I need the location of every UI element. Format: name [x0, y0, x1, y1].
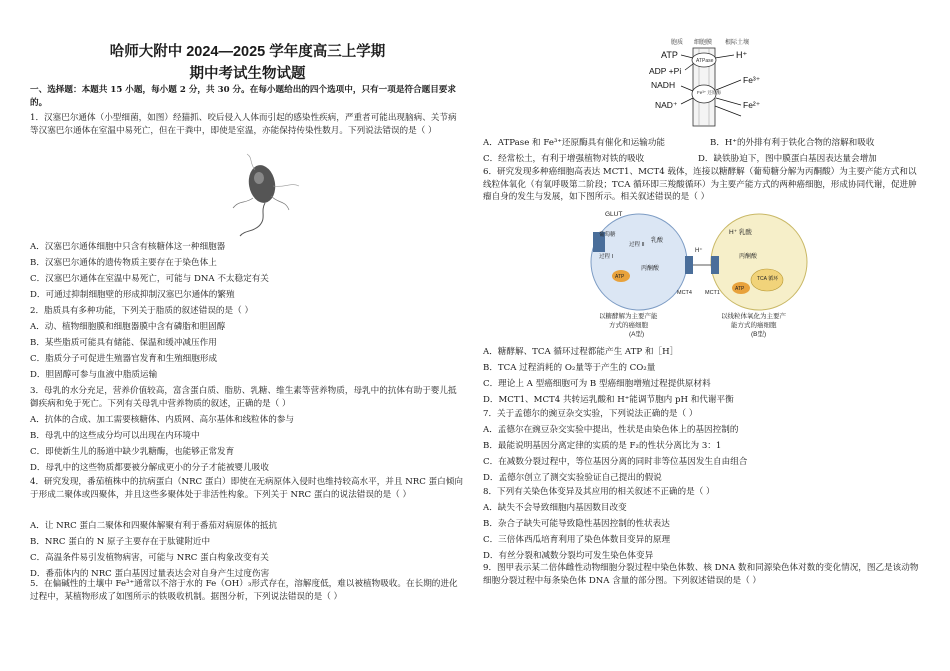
q8-stem: 8．下列有关染色体变异及其应用的相关叙述不正确的是（ ） [483, 487, 715, 497]
q1-option-c[interactable]: C．汉塞巴尔通体在室温中易死亡，可能与 DNA 不太稳定有关 [30, 274, 269, 284]
fig5-label-soil: 根际土壤 [725, 40, 750, 46]
fig5-label-nad: NAD⁺ [655, 100, 678, 110]
section-heading: 一、选择题：本题共 15 小题，每小题 2 分，共 30 分。在每小题给出的四个选项中，只有一项是符合题目要求的。 [30, 85, 456, 108]
fig6-label-proc1: 过程 I [599, 254, 614, 260]
q4-option-b[interactable]: B．NRC 蛋白的 N 原子主要存在于肽键附近中 [30, 537, 211, 547]
q2-option-d[interactable]: D．胆固醇可参与血液中脂质运输 [30, 370, 158, 380]
fig6-label-mct4: MCT4 [677, 290, 692, 296]
fig5-label-nadh: NADH [651, 80, 676, 90]
q8-option-c[interactable]: C．三倍体西瓜培育利用了染色体数目变异的原理 [483, 535, 671, 545]
fig5-label-atp: ATP [661, 50, 678, 60]
fig5-label-atpase: ATPase [696, 58, 714, 64]
q6-option-d[interactable]: D．MCT1、MCT4 共转运乳酸和 H⁺能调节胞内 pH 和代谢平衡 [483, 395, 734, 405]
fig6-caption-b2: 能方式的癌细胞 [731, 322, 777, 329]
fig6-label-mct1: MCT1 [705, 290, 720, 296]
fig6-label-proc2: 过程 II [629, 242, 645, 248]
fig6-caption-a1: 以糖酵解为主要产能 [599, 313, 658, 320]
q4-option-a[interactable]: A．让 NRC 蛋白二聚体和四聚体解聚有利于番茄对病原体的抵抗 [30, 521, 278, 531]
fig6-label-atp-b: ATP [735, 286, 745, 292]
q7-option-b[interactable]: B．最能说明基因分离定律的实质的是 F₂的性状分离比为 3：1 [483, 441, 722, 451]
q7-option-c[interactable]: C．在减数分裂过程中，等位基因分离的同时非等位基因发生自由组合 [483, 457, 748, 467]
fig6-label-lactate-a: 乳酸 [651, 238, 664, 244]
q4-option-d[interactable]: D．番茄体内的 NRC 蛋白基因过量表达会对自身产生过度伤害 [30, 569, 270, 579]
fig6-label-pyruvate-a: 丙酮酸 [641, 266, 660, 272]
fig6-label-h: H⁺ [695, 248, 703, 254]
q8-option-a[interactable]: A．缺失不会导致细胞内基因数目改变 [483, 503, 627, 513]
fig5-label-adp: ADP +Pi [649, 66, 682, 76]
q4-option-c[interactable]: C．高温条件易引发植物病害，可能与 NRC 蛋白构象改变有关 [30, 553, 269, 563]
fig5-label-enzyme: Fe³⁺ 还原酶 [697, 90, 721, 95]
q2-option-c[interactable]: C．脂质分子可促进生殖器官发育和生殖细胞形成 [30, 354, 218, 364]
q4-stem: 4．研究发现，番茄植株中的抗病蛋白（NRC 蛋白）即使在无病原体入侵时也维持较高水平，并且 NRC 蛋白倾向于形成二聚体或四聚体，并且这些多聚体处于非活性构象。下列关于 NRC 蛋白的说法错误的是（ ） [30, 477, 463, 500]
fig5-label-membrane: 细胞膜 [694, 40, 713, 46]
fig6-label-glut: GLUT [605, 211, 623, 218]
fig6-label-atp-a: ATP [615, 274, 625, 280]
q6-option-c[interactable]: C．理论上 A 型癌细胞可为 B 型癌细胞增殖过程提供原材料 [483, 379, 711, 389]
fig6-label-glucose: 葡萄糖 [599, 232, 616, 238]
q6-option-a[interactable]: A．糖酵解、TCA 循环过程都能产生 ATP 和［H］ [483, 347, 679, 357]
fig5-label-inside: 胞质 [671, 40, 684, 46]
q1-stem: 1．汉塞巴尔通体（小型细菌，如图）经猫抓、咬后侵入人体而引起的感染性疾病，严重者可能出现脑病、关节病等汉塞巴尔通体在室温中易死亡，但在干粪中，即使是室温，亦能保持传染性数月。下列说法错误的是（ ） [30, 113, 457, 136]
q6-stem: 6．研究发现多种癌细胞高表达 MCT1、MCT4 载体，连接以糖酵解（葡萄糖分解为丙酮酸）为主要产能方式和以线粒体氧化（有氧呼吸第二阶段；TCA 循环即三羧酸循环）为主要产能方式的两种癌细胞，形成协同代谢，促进肿瘤自身的发生与发展，如下图所示。相关叙述错误的是（ ） [483, 167, 917, 203]
q2-option-b[interactable]: B．某些脂质可能具有储能、保温和缓冲减压作用 [30, 338, 217, 348]
q3-option-b[interactable]: B．母乳中的这些成分均可以出现在内环境中 [30, 431, 200, 441]
q7-option-d[interactable]: D．孟德尔创立了测交实验验证自己提出的假说 [483, 473, 662, 483]
q1-option-b[interactable]: B．汉塞巴尔通体的遗传物质主要存在于染色体上 [30, 258, 217, 268]
q3-stem: 3．母乳的水分充足，营养价值较高，富含蛋白质、脂肪、乳糖、维生素等营养物质，母乳中的抗体有助于婴儿抵御疾病和免于死亡。下列有关母乳中营养物质的叙述，正确的是（ ） [30, 386, 457, 409]
iron-uptake-figure [633, 36, 783, 128]
q7-stem: 7．关于孟德尔的豌豆杂交实验，下列说法正确的是（ ） [483, 409, 698, 419]
fig5-label-h: H⁺ [736, 50, 748, 60]
q2-stem: 2．脂质具有多种功能，下列关于脂质的叙述错误的是（ ） [30, 306, 254, 316]
q8-option-d[interactable]: D．有丝分裂和减数分裂均可发生染色体变异 [483, 551, 654, 561]
fig6-label-h-lactate: H⁺ 乳酸 [729, 229, 752, 236]
fig6-caption-a2: 方式的癌细胞 [609, 322, 648, 329]
fig6-label-pyruvate-b: 丙酮酸 [739, 254, 758, 260]
q3-option-c[interactable]: C．即使新生儿的肠道中缺少乳糖酶，也能够正常发育 [30, 447, 235, 457]
exam-title-line1: 哈师大附中 2024—2025 学年度高三上学期 [109, 44, 386, 60]
exam-title-line2: 期中考试生物试题 [189, 66, 306, 82]
q1-option-d[interactable]: D．可通过抑制细胞壁的形成抑制汉塞巴尔通体的繁殖 [30, 290, 235, 300]
q5-option-c[interactable]: C．经常松土，有利于增强植物对铁的吸收 [483, 154, 645, 164]
q5-option-d[interactable]: D．缺铁胁迫下，图中膜蛋白基因表达量会增加 [698, 154, 877, 164]
q6-option-b[interactable]: B．TCA 过程消耗的 O₂量等于产生的 CO₂量 [483, 363, 656, 373]
q3-option-d[interactable]: D．母乳中的这些物质都要被分解成更小的分子才能被婴儿吸收 [30, 463, 269, 473]
bacterium-figure [215, 152, 325, 240]
fig5-label-fe2: Fe²⁺ [743, 100, 761, 110]
q8-option-b[interactable]: B．杂合子缺失可能导致隐性基因控制的性状表达 [483, 519, 670, 529]
q3-option-a[interactable]: A．抗体的合成、加工需要核糖体、内质网、高尔基体和线粒体的参与 [30, 415, 295, 425]
q9-stem: 9．图甲表示某二倍体雌性动物细胞分裂过程中染色体数、核 DNA 数和同源染色体对数的变化情况，图乙是该动物细胞分裂过程中每条染色体 DNA 含量的部分图。下列叙述错误的是（ ） [483, 563, 919, 586]
fig6-label-tca: TCA 循环 [757, 276, 779, 282]
fig5-label-fe3: Fe³⁺ [743, 75, 761, 85]
q7-option-a[interactable]: A．孟德尔在豌豆杂交实验中提出，性状是由染色体上的基因控制的 [483, 425, 739, 435]
fig6-caption-b3: (B型) [751, 331, 767, 338]
q5-stem: 5．在偏碱性的土壤中 Fe³⁺通常以不溶于水的 Fe（OH）₃形式存在，溶解度低，难以被植物吸收。在长期的进化过程中，某植物形成了如图所示的铁吸收机制。据图分析，下列说法错误的是（ ） [30, 579, 458, 602]
q5-option-b[interactable]: B．H⁺的外排有利于铁化合物的溶解和吸收 [710, 138, 875, 148]
fig6-caption-a3: (A型) [629, 331, 645, 338]
q1-option-a[interactable]: A．汉塞巴尔通体细胞中只含有核糖体这一种细胞器 [30, 242, 226, 252]
q5-option-a[interactable]: A．ATPase 和 Fe³⁺还原酶具有催化和运输功能 [483, 138, 666, 148]
q2-option-a[interactable]: A．动、植物细胞膜和细胞器膜中含有磷脂和胆固醇 [30, 322, 226, 332]
fig6-caption-b1: 以线粒体氧化为主要产 [721, 313, 786, 320]
cancer-metabolism-figure [581, 208, 821, 340]
